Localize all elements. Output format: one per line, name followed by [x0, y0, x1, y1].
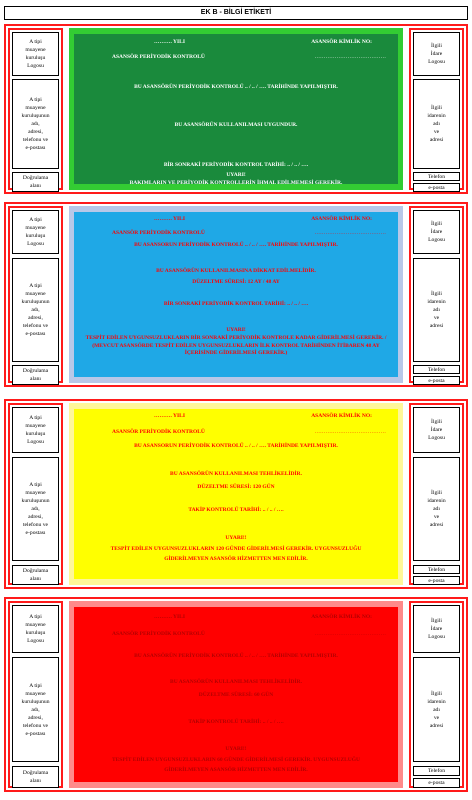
authority-email: e-posta: [413, 183, 460, 192]
inspection-body-logo: A tipi muayene kuruluşu Logosu: [12, 605, 59, 653]
next-check-date: BİR SONRAKİ PERİYODİK KONTROL TARİHİ: .. / .. / ….: [163, 162, 309, 168]
label-red: [4, 597, 468, 792]
next-check-date: TAKİP KONTROLÜ TARİHİ: .. / .. / ….: [188, 719, 284, 725]
authority-phone: Telefon: [413, 766, 460, 776]
inspection-body-address: A tipi muayene kuruluşunun adı, adresi, telefonu ve e-postası: [12, 657, 59, 762]
check-date-line: BU ASANSÖRÜN PERİYODİK KONTROLÜ .. / .. / …. TARİHİNDE YAPILMIŞTIR.: [134, 84, 338, 90]
left-panel: [8, 601, 63, 788]
warning-title: UYARI!!: [225, 535, 247, 541]
periodic-check-heading: ASANSÖR PERİYODİK KONTROLÜ: [112, 230, 205, 236]
warning-text: TESPİT EDİLEN UYGUNSUZLUKLARIN BİR SONRAKİ PERİYODİK KONTROLE KADAR GİDERİLMESİ GEREKİR. / (MEVCUT ASANSÖRDE TESPİT EDİLEN UYGUNSUZLUKLARIN İLK KONTROL TARİHİNDEN İTİBAREN 48 AY İÇERİSİNDE GİDERİLMESİ GEREKİR.): [85, 335, 387, 356]
authority-phone: Telefon: [413, 365, 460, 374]
check-date-line: BU ASANSORUN PERİYODİK KONTROLÜ .. / .. / …. TARİHİNDE YAPILMIŞTIR.: [134, 443, 338, 449]
next-check-date: BİR SONRAKİ PERİYODİK KONTROL TARİHİ: .. / .. / ….: [163, 301, 309, 307]
left-panel: [8, 403, 63, 585]
warning-title: UYARI!: [226, 172, 246, 178]
elevator-id-label: ASANSÖR KİMLİK NO:: [311, 413, 372, 419]
usage-status: BU ASANSÖRÜN KULLANILMASI UYGUNDUR.: [174, 122, 298, 128]
authority-email: e-posta: [413, 778, 460, 788]
authority-email: e-posta: [413, 376, 460, 385]
authority-address: İlgili idarenin adı ve adresi: [413, 457, 460, 561]
center-colored-area: [74, 34, 398, 184]
warning-text: BAKIMLARIN VE PERİYODİK KONTROLLERİN İHMAL EDİLMEMESİ GEREKİR.: [129, 180, 343, 186]
year-line: ………. YILI: [154, 216, 185, 222]
inspection-body-address: A tipi muayene kuruluşunun adı, adresi, telefonu ve e-postası: [12, 258, 59, 362]
center-outer-frame: [69, 403, 403, 585]
right-panel: [409, 601, 464, 788]
right-panel: [409, 403, 464, 585]
authority-address: İlgili idarenin adı ve adresi: [413, 79, 460, 169]
correction-period: DÜZELTME SÜRESİ: 12 AY / 48 AY: [192, 279, 280, 285]
authority-address: İlgili idarenin adı ve adresi: [413, 258, 460, 362]
inspection-body-logo: A tipi muayene kuruluşu Logosu: [12, 210, 59, 254]
verification-area: Doğrulama alanı: [12, 365, 59, 385]
usage-status: BU ASANSÖRÜN KULLANILMASINA DİKKAT EDİLMELİDİR.: [156, 268, 316, 274]
correction-period: DÜZELTME SÜRESİ: 120 GÜN: [197, 484, 275, 490]
center-colored-area: [74, 409, 398, 579]
warning-title: UYARI!: [226, 327, 246, 333]
authority-phone: Telefon: [413, 565, 460, 574]
correction-period: DÜZELTME SÜRESİ: 60 GÜN: [198, 692, 274, 698]
label-green: [4, 24, 468, 194]
periodic-check-heading: ASANSÖR PERİYODİK KONTROLÜ: [112, 429, 205, 435]
id-dots: …………………………………: [314, 54, 386, 60]
inspection-body-address: A tipi muayene kuruluşunun adı, adresi, telefonu ve e-postası: [12, 79, 59, 169]
center-outer-frame: [69, 206, 403, 383]
elevator-id-label: ASANSÖR KİMLİK NO:: [311, 216, 372, 222]
usage-status: BU ASANSÖRÜN KULLANILMASI TEHLİKELİDİR.: [170, 471, 302, 477]
id-dots: …………………………………: [314, 230, 386, 236]
warning-title: UYARI!!: [225, 746, 247, 752]
year-line: ………. YILI: [154, 39, 185, 45]
left-panel: [8, 28, 63, 190]
center-outer-frame: [69, 28, 403, 190]
warning-text: TESPİT EDİLEN UYGUNSUZLUKLARIN 120 GÜNDE GİDERİLMESİ GEREKİR. UYGUNSUZLUĞU GİDERİLMEYEN ASANSÖR HİZMETTEN MEN EDİLİR.: [110, 546, 362, 562]
inspection-body-address: A tipi muayene kuruluşunun adı, adresi, telefonu ve e-postası: [12, 457, 59, 561]
check-date-line: BU ASANSORUN PERİYODİK KONTROLÜ .. / .. / …. TARİHİNDE YAPILMIŞTIR.: [134, 242, 338, 248]
authority-address: İlgili idarenin adı ve adresi: [413, 657, 460, 762]
label-yellow: [4, 399, 468, 589]
right-panel: [409, 28, 464, 190]
authority-phone: Telefon: [413, 172, 460, 181]
right-panel: [409, 206, 464, 383]
id-dots: …………………………………: [314, 429, 386, 435]
authority-logo: İlgili İdare Logosu: [413, 210, 460, 254]
periodic-check-heading: ASANSÖR PERİYODİK KONTROLÜ: [112, 631, 205, 637]
verification-area: Doğrulama alanı: [12, 172, 59, 192]
check-date-line: BU ASANSÖRÜN PERİYODİK KONTROLÜ .. / .. / …. TARİHİNDE YAPILMIŞTIR.: [134, 653, 338, 659]
authority-email: e-posta: [413, 576, 460, 585]
inspection-body-logo: A tipi muayene kuruluşu Logosu: [12, 407, 59, 453]
inspection-body-logo: A tipi muayene kuruluşu Logosu: [12, 32, 59, 76]
page-title: EK B - BİLGİ ETİKETİ: [4, 6, 468, 20]
label-blue: [4, 202, 468, 387]
authority-logo: İlgili İdare Logosu: [413, 407, 460, 453]
center-colored-area: [74, 212, 398, 377]
id-dots: …………………………………: [314, 631, 386, 637]
center-colored-area: [74, 607, 398, 782]
periodic-check-heading: ASANSÖR PERİYODİK KONTROLÜ: [112, 54, 205, 60]
verification-area: Doğrulama alanı: [12, 766, 59, 788]
authority-logo: İlgili İdare Logosu: [413, 32, 460, 76]
warning-text: TESPİT EDİLEN UYGUNSUZLUKLARIN 60 GÜNDE GİDERİLMESİ GEREKİR. UYGUNSUZLUĞU GİDERİLMEYEN ASANSÖR HİZMETTEN MEN EDİLİR.: [111, 757, 361, 773]
elevator-id-label: ASANSÖR KİMLİK NO:: [311, 614, 372, 620]
verification-area: Doğrulama alanı: [12, 565, 59, 585]
next-check-date: TAKİP KONTROLÜ TARİHİ: .. / .. / ….: [188, 507, 284, 513]
usage-status: BU ASANSÖRÜN KULLANILMASI TEHLİKELİDİR.: [170, 679, 302, 685]
left-panel: [8, 206, 63, 383]
elevator-id-label: ASANSÖR KİMLİK NO:: [311, 39, 372, 45]
year-line: ………. YILI: [154, 413, 185, 419]
center-outer-frame: [69, 601, 403, 788]
authority-logo: İlgili İdare Logosu: [413, 605, 460, 653]
year-line: ………. YILI: [154, 614, 185, 620]
